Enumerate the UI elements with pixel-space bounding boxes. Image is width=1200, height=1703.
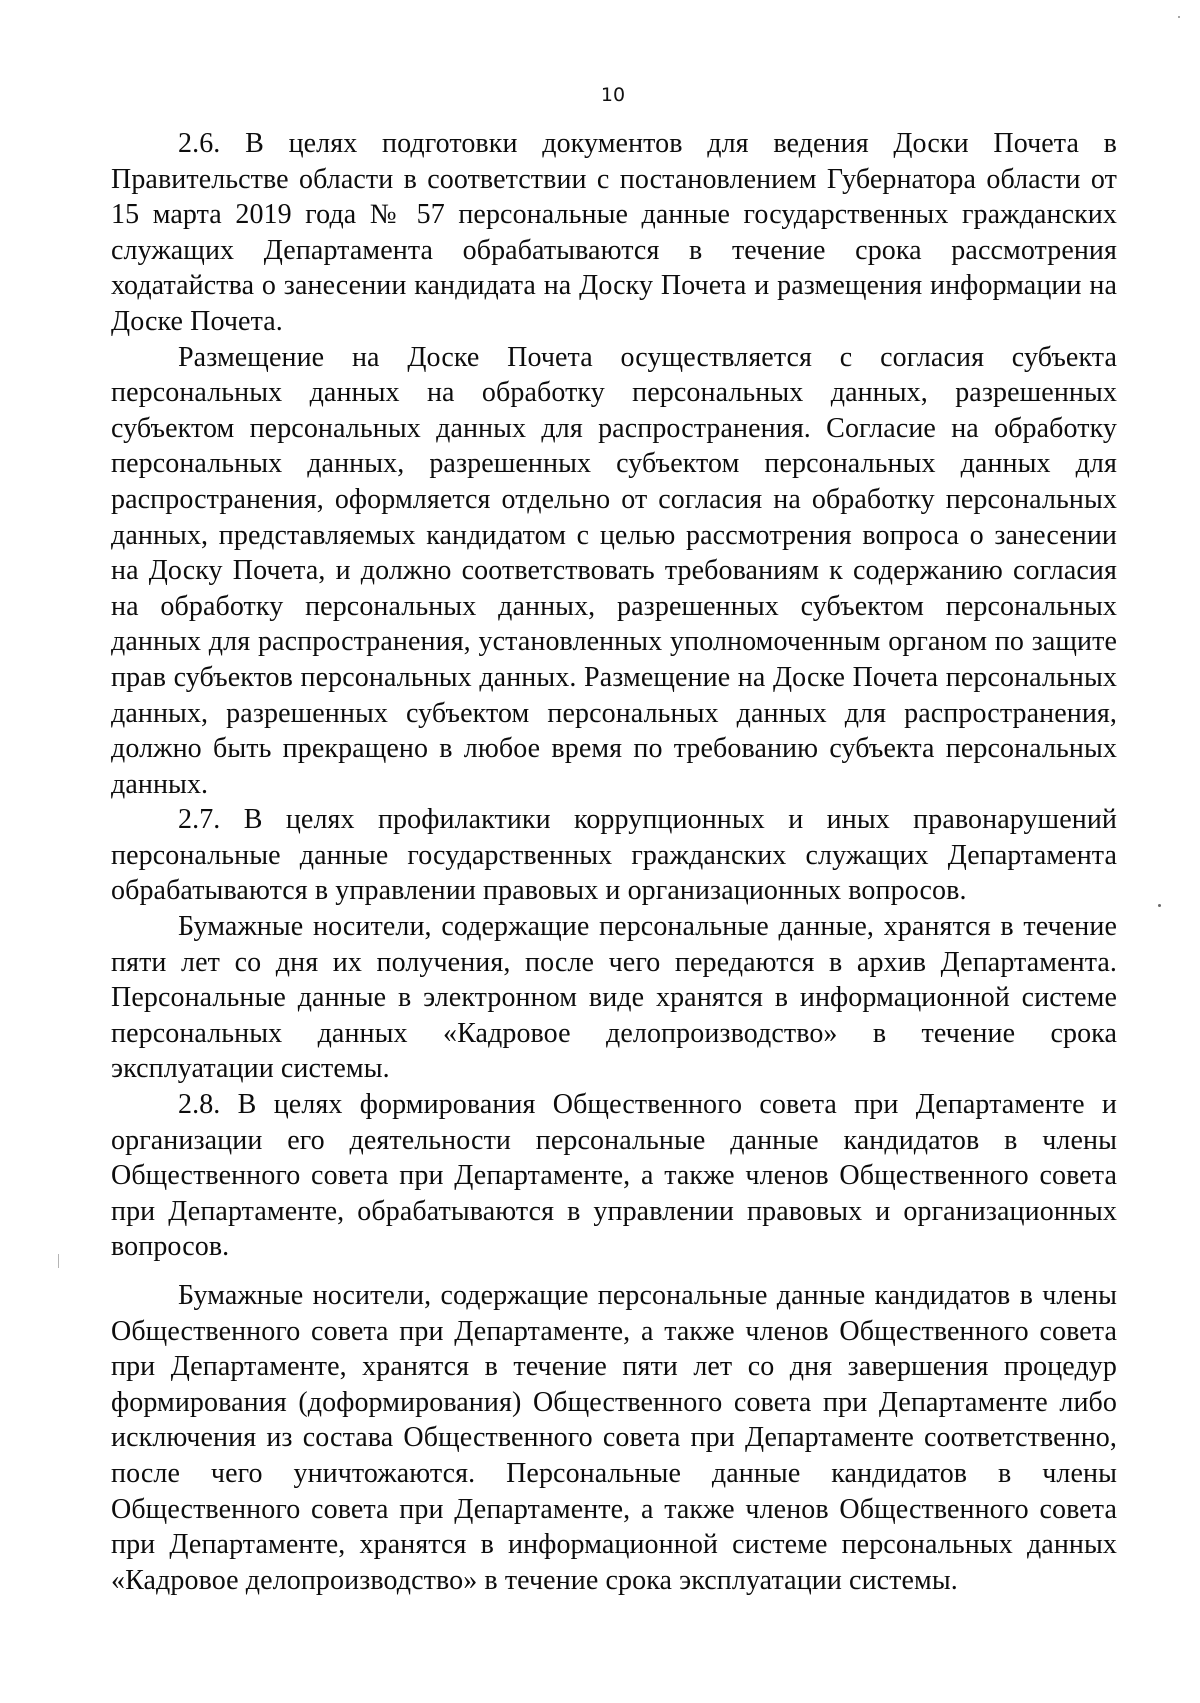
paragraph-2-6: 2.6. В целях подготовки документов для ведения Доски Почета в Правительстве области в соответствии с постановлением Губернатора области от 15 марта 2019 года № 57 персональные данные государственных гражданских служащих Департамента обрабатываются в течение срока рассмотрения ходатайства о занесении кандидата на Доску Почета и размещения информации на Доске Почета. [111,128,1117,337]
paragraph-2-7: 2.7. В целях профилактики коррупционных и иных правонарушений персональные данные государственных гражданских служащих Департамента обрабатываются в управлении правовых и организационных вопросов. [111,804,1117,907]
paragraph-2-8: 2.8. В целях формирования Общественного совета при Департаменте и организации его деятельности персональные данные кандидатов в члены Общественного совета при Департаменте, а также членов Общественного совета при Департаменте, обрабатываются в управлении правовых и организационных вопросов. [111,1089,1117,1263]
paragraph-honor-board-placement: Размещение на Доске Почета осуществляется с согласия субъекта персональных данных на обработку персональных данных, разрешенных субъектом персональных данных для распространения. Согласие на обработку персональных данных, разрешенных субъектом персональных данных для распространения, оформляется отдельно от согласия на обработку персональных данных, представляемых кандидатом с целью рассмотрения вопроса о занесении на Доску Почета, и должно соответствовать требованиям к содержанию согласия на обработку персональных данных, разрешенных субъектом персональных данных для распространения, установленных уполномоченным органом по защите прав субъектов персональных данных. Размещение на Доске Почета персональных данных, разрешенных субъектом персональных данных для распространения, должно быть прекращено в любое время по требованию субъекта персональных данных. [111,341,1117,800]
paragraph-paper-storage: Бумажные носители, содержащие персональные данные, хранятся в течение пяти лет со дня их получения, после чего передаются в архив Департамента. Персональные данные в электронном виде хранятся в информационной системе персональных данных «Кадровое делопроизводство» в течение срока эксплуатации системы. [111,911,1117,1085]
paragraph-council-storage: Бумажные носители, содержащие персональные данные кандидатов в члены Общественного совета при Департаменте, а также членов Общественного совета при Департаменте, хранятся в течение пяти лет со дня завершения процедур формирования (доформирования) Общественного совета при Департаменте либо исключения из состава Общественного совета при Департаменте соответственно, после чего уничтожаются. Персональные данные кандидатов в члены Общественного совета при Департаменте, а также членов Общественного совета при Департаменте, хранятся в информационной системе персональных данных «Кадровое делопроизводство» в течение срока эксплуатации системы. [111,1280,1117,1596]
scan-speck [1178,16,1180,18]
scan-speck [1158,904,1161,907]
scan-mark [58,1254,59,1268]
document-body [111,126,1117,1598]
page-number: 10 [600,84,626,106]
